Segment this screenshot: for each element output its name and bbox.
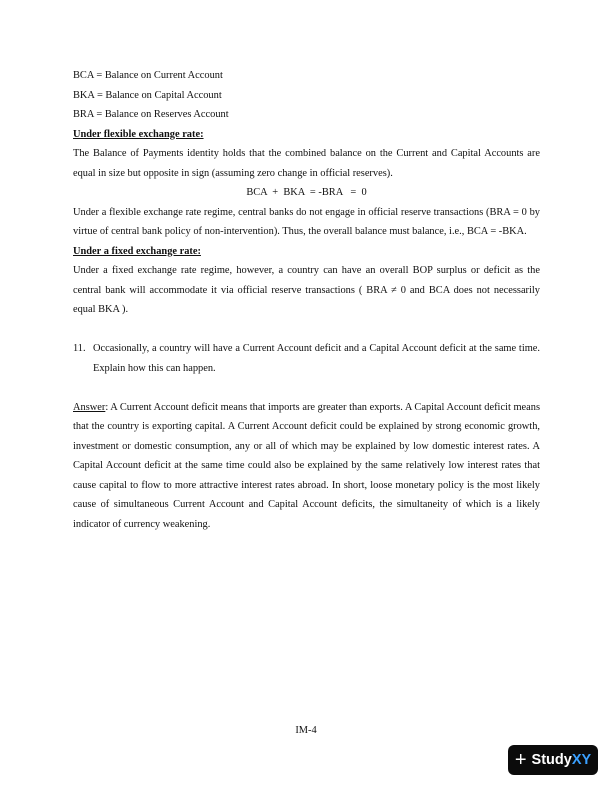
fixed-paragraph: Under a fixed exchange rate regime, however, a country can have an overall BOP surplus or deficit as the central bank will accommodate it via official reserve transactions ( BRA ≠ 0 and BCA does not necessarily equal BKA ).: [73, 265, 540, 315]
definition-bra: BRA = Balance on Reserves Account: [73, 109, 229, 120]
bop-equation: BCA + BKA = -BRA = 0: [246, 187, 367, 198]
flexible-heading: Under flexible exchange rate:: [73, 128, 204, 140]
question-text: Occasionally, a country will have a Current Account deficit and a Capital Account deficit at the same time. Explain how this can happen.: [93, 343, 540, 374]
flexible-paragraph-1: The Balance of Payments identity holds that the combined balance on the Current and Capital Accounts are equal in size but opposite in sign (assuming zero change in official reserves).: [73, 148, 540, 179]
definition-bka: BKA = Balance on Capital Account: [73, 89, 222, 101]
question-number: 11.: [73, 343, 86, 354]
spacer: [73, 320, 540, 340]
page-number: IM-4: [295, 725, 317, 736]
definition-bca: BCA = Balance on Current Account: [73, 70, 223, 81]
plus-icon: +: [514, 749, 527, 771]
brand-name: Study: [531, 752, 572, 768]
document-body: [73, 66, 540, 534]
brand-accent: XY: [571, 752, 592, 768]
spacer: [73, 378, 540, 398]
fixed-heading: Under a fixed exchange rate:: [73, 245, 201, 257]
studyxy-badge[interactable]: [508, 745, 598, 775]
answer-paragraph: [73, 398, 540, 535]
answer-text: : A Current Account deficit means that imports are greater than exports. A Capital Account deficit means that the country is exporting capital. A Current Account deficit could be explained by strong economic growth, investment or domestic consumption, any or all of which may be explained by low domestic interest rates. A Capital Account deficit at the same time could also be explained by the same relatively low interest rates that cause capital to flow to more attractive interest rates abroad. In short, loose monetary policy is the most likely cause of simultaneous Current Account and Capital Account deficits, the simultaneity of which is a likely indicator of currency weakening.: [73, 401, 540, 530]
answer-label: Answer: [73, 401, 106, 413]
flexible-paragraph-2: Under a flexible exchange rate regime, central banks do not engage in official reserve transactions (BRA = 0 by virtue of central bank policy of non-intervention). Thus, the overall balance must balance, i.e., BCA = -BKA.: [73, 206, 540, 237]
question-11: [73, 339, 540, 378]
